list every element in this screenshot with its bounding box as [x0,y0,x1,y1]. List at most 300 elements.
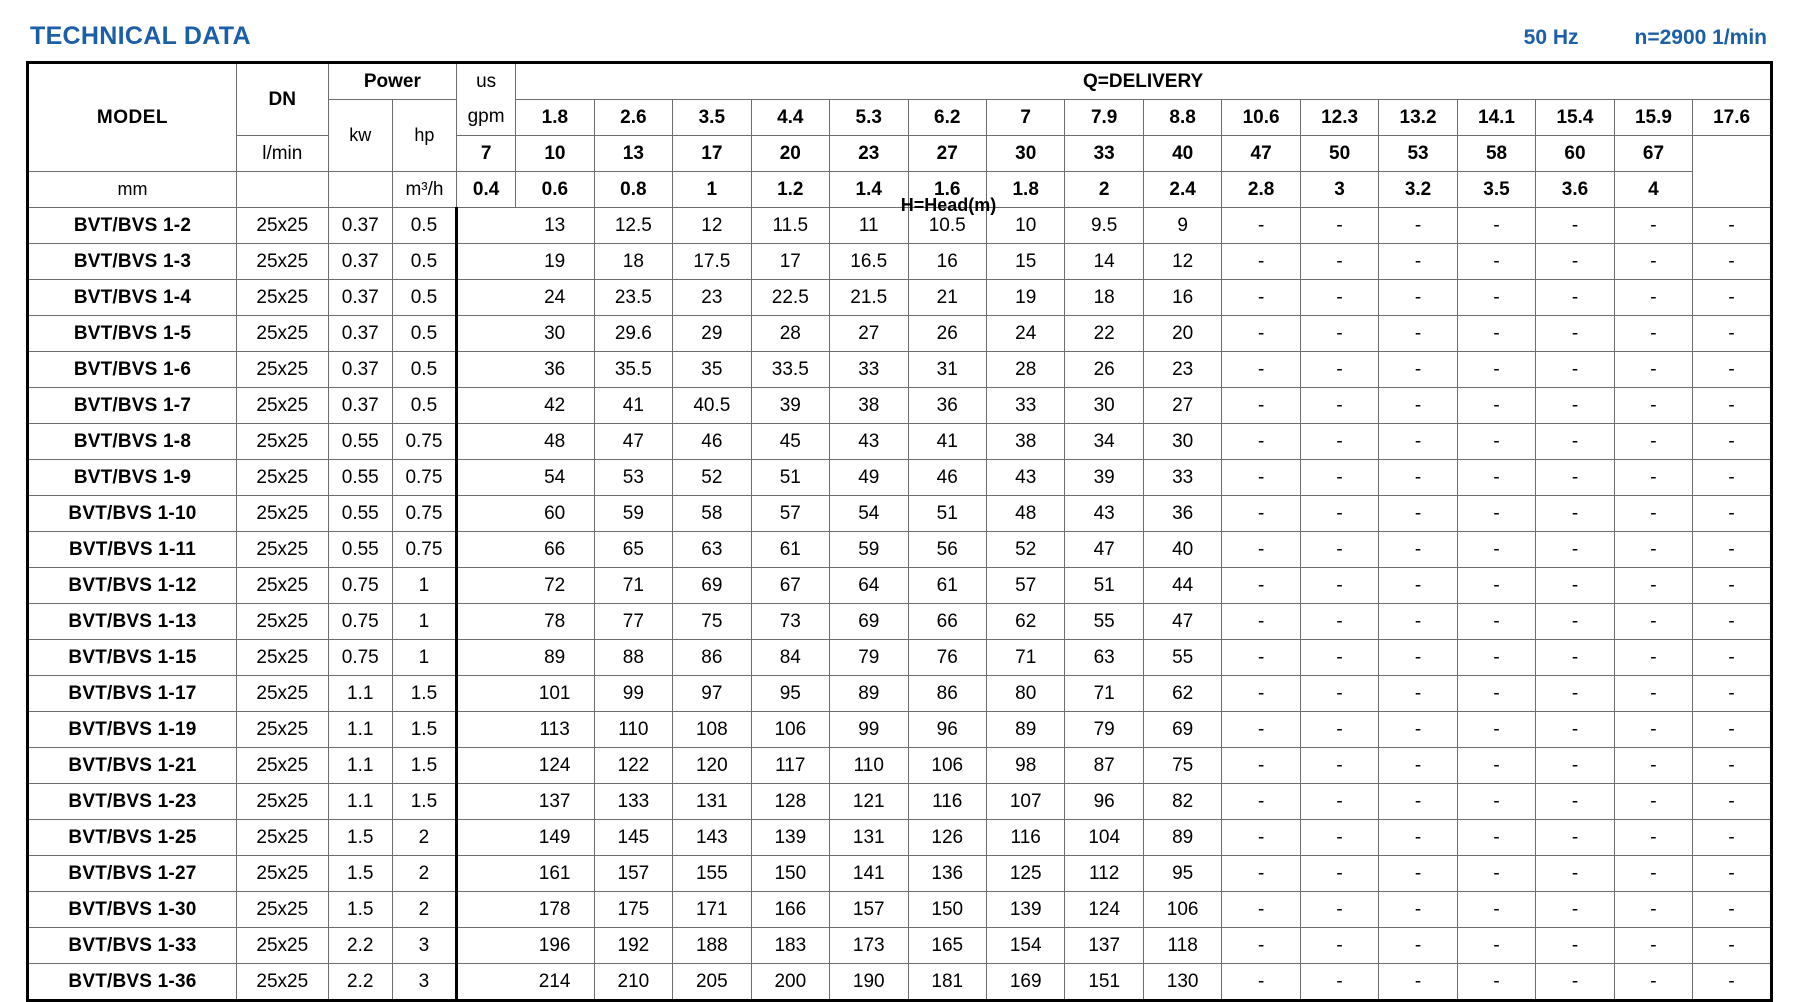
cell-head-8: 27 [1143,388,1221,424]
flow-usgpm-11: 13.2 [1379,100,1457,136]
cell-head-13: - [1536,892,1614,928]
cell-head-4: 99 [830,712,908,748]
cell-head-14: - [1614,208,1692,244]
cell-power-hp: 3 [392,964,456,1001]
flow-lmin-0: 7 [457,136,516,172]
cell-head-5: 136 [908,856,986,892]
cell-head-10: - [1300,676,1378,712]
cell-head-7: 151 [1065,964,1143,1001]
cell-head-9: - [1222,712,1300,748]
cell-head-14: - [1614,496,1692,532]
cell-dn: 25x25 [236,532,328,568]
cell-head-11: - [1379,712,1457,748]
cell-head-2: 29 [673,316,751,352]
flow-m3h-3: 1 [673,172,751,208]
cell-head-14: - [1614,820,1692,856]
flow-m3h-0: 0.4 [457,172,516,208]
cell-head-10: - [1300,352,1378,388]
cell-unit-spacer [457,208,516,244]
header-specs [1524,26,1767,50]
cell-head-9: - [1222,532,1300,568]
cell-head-0: 48 [516,424,594,460]
cell-head-3: 150 [751,856,829,892]
cell-power-hp: 1 [392,640,456,676]
cell-head-0: 54 [516,460,594,496]
flow-m3h-2: 0.8 [594,172,672,208]
cell-head-3: 200 [751,964,829,1001]
cell-head-1: 122 [594,748,672,784]
cell-head-8: 69 [1143,712,1221,748]
flow-usgpm-15: 17.6 [1693,100,1772,136]
table-row [28,928,1772,964]
cell-head-3: 183 [751,928,829,964]
cell-model: BVT/BVS 1-25 [28,820,237,856]
cell-head-2: 205 [673,964,751,1001]
cell-head-6: 24 [986,316,1064,352]
cell-power-hp: 0.5 [392,352,456,388]
cell-head-14: - [1614,640,1692,676]
table-row [28,424,1772,460]
cell-head-11: - [1379,820,1457,856]
cell-dn: 25x25 [236,424,328,460]
cell-head-11: - [1379,460,1457,496]
cell-head-13: - [1536,424,1614,460]
cell-head-0: 78 [516,604,594,640]
cell-head-6: 116 [986,820,1064,856]
cell-head-8: 89 [1143,820,1221,856]
cell-head-2: 171 [673,892,751,928]
cell-head-7: 18 [1065,280,1143,316]
cell-head-1: 77 [594,604,672,640]
cell-head-9: - [1222,820,1300,856]
cell-head-15: - [1693,640,1772,676]
cell-power-kw: 0.37 [328,388,392,424]
cell-head-6: 139 [986,892,1064,928]
cell-head-7: 104 [1065,820,1143,856]
cell-head-13: - [1536,316,1614,352]
cell-unit-spacer [457,496,516,532]
cell-head-11: - [1379,424,1457,460]
cell-head-12: - [1457,460,1535,496]
cell-head-7: 63 [1065,640,1143,676]
cell-head-9: - [1222,856,1300,892]
cell-head-4: 33 [830,352,908,388]
cell-head-8: 75 [1143,748,1221,784]
cell-head-15: - [1693,892,1772,928]
cell-head-0: 101 [516,676,594,712]
cell-head-15: - [1693,568,1772,604]
flow-m3h-11: 3 [1300,172,1378,208]
cell-head-5: 86 [908,676,986,712]
cell-head-11: - [1379,388,1457,424]
cell-head-11: - [1379,928,1457,964]
cell-dn: 25x25 [236,748,328,784]
cell-head-11: - [1379,784,1457,820]
cell-head-8: 47 [1143,604,1221,640]
cell-head-5: 116 [908,784,986,820]
cell-head-1: 35.5 [594,352,672,388]
cell-power-kw: 0.37 [328,280,392,316]
cell-head-8: 130 [1143,964,1221,1001]
cell-head-3: 73 [751,604,829,640]
cell-head-0: 149 [516,820,594,856]
table-body [28,208,1772,1001]
cell-head-2: 155 [673,856,751,892]
cell-head-12: - [1457,604,1535,640]
cell-head-11: - [1379,280,1457,316]
cell-head-10: - [1300,388,1378,424]
cell-unit-spacer [457,280,516,316]
cell-head-13: - [1536,388,1614,424]
cell-head-13: - [1536,604,1614,640]
cell-power-hp: 0.75 [392,496,456,532]
table-row [28,244,1772,280]
cell-model: BVT/BVS 1-9 [28,460,237,496]
cell-head-5: 31 [908,352,986,388]
table-row [28,712,1772,748]
cell-power-kw: 0.37 [328,352,392,388]
cell-dn: 25x25 [236,856,328,892]
page-header [26,22,1773,51]
flow-usgpm-3: 4.4 [751,100,829,136]
table-row [28,604,1772,640]
cell-model: BVT/BVS 1-15 [28,640,237,676]
cell-head-4: 21.5 [830,280,908,316]
cell-head-15: - [1693,820,1772,856]
frequency-label: 50 Hz [1523,26,1579,49]
cell-dn: 25x25 [236,928,328,964]
cell-head-15: - [1693,928,1772,964]
cell-power-hp: 0.5 [392,208,456,244]
cell-dn: 25x25 [236,676,328,712]
unit-usgpm: gpm [457,100,516,136]
cell-unit-spacer [457,640,516,676]
cell-head-15: - [1693,856,1772,892]
cell-head-8: 44 [1143,568,1221,604]
cell-unit-spacer [457,892,516,928]
cell-head-10: - [1300,244,1378,280]
flow-m3h-8: 2 [1065,172,1143,208]
cell-head-14: - [1614,928,1692,964]
cell-head-6: 62 [986,604,1064,640]
cell-power-kw: 1.5 [328,856,392,892]
cell-dn: 25x25 [236,712,328,748]
cell-head-7: 71 [1065,676,1143,712]
cell-head-0: 24 [516,280,594,316]
cell-head-13: - [1536,640,1614,676]
flow-lmin-12: 53 [1379,136,1457,172]
cell-head-11: - [1379,208,1457,244]
col-header-power-hp: hp [392,100,456,172]
table-row [28,820,1772,856]
flow-usgpm-13: 15.4 [1536,100,1614,136]
cell-unit-spacer [457,532,516,568]
cell-unit-spacer [457,712,516,748]
cell-head-11: - [1379,352,1457,388]
cell-head-5: 16 [908,244,986,280]
cell-head-10: - [1300,712,1378,748]
cell-head-1: 192 [594,928,672,964]
cell-head-7: 87 [1065,748,1143,784]
cell-power-kw: 1.1 [328,712,392,748]
cell-unit-spacer [457,604,516,640]
table-row [28,460,1772,496]
cell-head-13: - [1536,244,1614,280]
cell-head-7: 43 [1065,496,1143,532]
cell-head-6: 107 [986,784,1064,820]
cell-head-1: 99 [594,676,672,712]
cell-head-15: - [1693,208,1772,244]
cell-head-4: 121 [830,784,908,820]
cell-head-11: - [1379,604,1457,640]
cell-head-0: 60 [516,496,594,532]
cell-power-hp: 1.5 [392,748,456,784]
cell-head-11: - [1379,244,1457,280]
cell-head-5: 10.5 [908,208,986,244]
cell-power-kw: 0.55 [328,424,392,460]
cell-head-8: 95 [1143,856,1221,892]
cell-power-kw: 1.1 [328,784,392,820]
cell-head-8: 33 [1143,460,1221,496]
cell-power-hp: 1 [392,568,456,604]
cell-head-0: 137 [516,784,594,820]
cell-head-12: - [1457,352,1535,388]
cell-head-13: - [1536,352,1614,388]
cell-model: BVT/BVS 1-30 [28,892,237,928]
cell-head-15: - [1693,316,1772,352]
cell-head-10: - [1300,892,1378,928]
cell-head-13: - [1536,496,1614,532]
flow-usgpm-14: 15.9 [1614,100,1692,136]
cell-model: BVT/BVS 1-8 [28,424,237,460]
flow-usgpm-8: 8.8 [1143,100,1221,136]
cell-head-3: 28 [751,316,829,352]
cell-head-7: 34 [1065,424,1143,460]
cell-dn: 25x25 [236,892,328,928]
cell-head-6: 38 [986,424,1064,460]
cell-head-2: 12 [673,208,751,244]
cell-head-12: - [1457,820,1535,856]
flow-usgpm-10: 12.3 [1300,100,1378,136]
cell-dn: 25x25 [236,820,328,856]
cell-power-kw: 0.37 [328,316,392,352]
cell-head-10: - [1300,460,1378,496]
cell-head-12: - [1457,496,1535,532]
cell-head-2: 143 [673,820,751,856]
cell-head-9: - [1222,964,1300,1001]
cell-head-7: 39 [1065,460,1143,496]
cell-head-10: - [1300,964,1378,1001]
cell-unit-spacer [457,424,516,460]
cell-head-9: - [1222,352,1300,388]
cell-head-1: 53 [594,460,672,496]
cell-power-kw: 0.75 [328,568,392,604]
cell-power-kw: 0.55 [328,496,392,532]
cell-head-9: - [1222,280,1300,316]
cell-head-0: 178 [516,892,594,928]
cell-power-hp: 0.75 [392,424,456,460]
cell-head-6: 19 [986,280,1064,316]
cell-head-6: 10 [986,208,1064,244]
cell-head-12: - [1457,964,1535,1001]
cell-power-hp: 0.5 [392,244,456,280]
cell-head-1: 145 [594,820,672,856]
cell-head-8: 12 [1143,244,1221,280]
cell-head-11: - [1379,856,1457,892]
cell-head-9: - [1222,676,1300,712]
unit-usgpm-top: us [457,63,516,100]
cell-head-2: 69 [673,568,751,604]
cell-dn: 25x25 [236,352,328,388]
flow-m3h-6: 1.6 H=Head(m) [908,172,986,208]
cell-head-5: 181 [908,964,986,1001]
cell-power-kw: 2.2 [328,964,392,1001]
cell-head-3: 17 [751,244,829,280]
cell-model: BVT/BVS 1-21 [28,748,237,784]
cell-head-12: - [1457,316,1535,352]
cell-head-9: - [1222,316,1300,352]
flow-m3h-9: 2.4 [1143,172,1221,208]
table-head [28,63,1772,215]
cell-head-15: - [1693,388,1772,424]
cell-head-3: 61 [751,532,829,568]
cell-head-7: 51 [1065,568,1143,604]
cell-head-6: 71 [986,640,1064,676]
cell-head-11: - [1379,748,1457,784]
cell-head-5: 106 [908,748,986,784]
cell-dn: 25x25 [236,496,328,532]
cell-head-1: 65 [594,532,672,568]
cell-unit-spacer [457,244,516,280]
cell-power-hp: 1.5 [392,712,456,748]
cell-head-8: 23 [1143,352,1221,388]
cell-head-12: - [1457,208,1535,244]
cell-head-5: 61 [908,568,986,604]
cell-model: BVT/BVS 1-7 [28,388,237,424]
cell-head-15: - [1693,352,1772,388]
cell-model: BVT/BVS 1-36 [28,964,237,1001]
cell-head-14: - [1614,316,1692,352]
cell-head-14: - [1614,388,1692,424]
cell-unit-spacer [457,568,516,604]
cell-head-11: - [1379,568,1457,604]
cell-head-5: 150 [908,892,986,928]
cell-head-15: - [1693,604,1772,640]
cell-head-6: 154 [986,928,1064,964]
unit-lmin: l/min [236,136,328,172]
cell-head-0: 42 [516,388,594,424]
cell-head-1: 59 [594,496,672,532]
cell-head-7: 79 [1065,712,1143,748]
table-row [28,280,1772,316]
unit-m3h: m³/h [392,172,456,208]
cell-head-3: 33.5 [751,352,829,388]
cell-head-12: - [1457,532,1535,568]
cell-head-2: 120 [673,748,751,784]
cell-head-3: 139 [751,820,829,856]
cell-head-2: 188 [673,928,751,964]
cell-head-3: 22.5 [751,280,829,316]
flow-m3h-13: 3.5 [1457,172,1535,208]
cell-head-14: - [1614,748,1692,784]
cell-head-11: - [1379,964,1457,1001]
cell-head-13: - [1536,532,1614,568]
flow-usgpm-0: 1.8 [516,100,594,136]
cell-head-4: 38 [830,388,908,424]
cell-head-10: - [1300,496,1378,532]
flow-lmin-4: 20 [751,136,829,172]
cell-head-8: 106 [1143,892,1221,928]
cell-dn: 25x25 [236,460,328,496]
cell-power-hp: 2 [392,820,456,856]
cell-head-15: - [1693,712,1772,748]
cell-head-2: 58 [673,496,751,532]
technical-data-table [26,61,1773,1002]
cell-head-0: 30 [516,316,594,352]
cell-head-12: - [1457,676,1535,712]
cell-head-12: - [1457,244,1535,280]
cell-head-13: - [1536,208,1614,244]
cell-head-14: - [1614,424,1692,460]
cell-head-10: - [1300,604,1378,640]
cell-head-1: 18 [594,244,672,280]
table-row [28,352,1772,388]
cell-head-9: - [1222,208,1300,244]
table-row [28,676,1772,712]
cell-head-0: 66 [516,532,594,568]
table-row [28,640,1772,676]
cell-head-9: - [1222,892,1300,928]
cell-model: BVT/BVS 1-17 [28,676,237,712]
cell-head-14: - [1614,676,1692,712]
cell-head-3: 84 [751,640,829,676]
cell-head-13: - [1536,856,1614,892]
cell-head-9: - [1222,640,1300,676]
cell-head-4: 11 [830,208,908,244]
cell-head-4: 131 [830,820,908,856]
cell-head-0: 13 [516,208,594,244]
cell-head-14: - [1614,784,1692,820]
cell-model: BVT/BVS 1-27 [28,856,237,892]
page-title: TECHNICAL DATA [30,22,251,50]
cell-head-5: 96 [908,712,986,748]
cell-head-14: - [1614,892,1692,928]
cell-head-14: - [1614,568,1692,604]
cell-head-4: 173 [830,928,908,964]
cell-model: BVT/BVS 1-23 [28,784,237,820]
cell-head-1: 210 [594,964,672,1001]
cell-head-13: - [1536,784,1614,820]
cell-dn: 25x25 [236,208,328,244]
cell-power-kw: 0.37 [328,208,392,244]
cell-head-10: - [1300,208,1378,244]
cell-head-15: - [1693,280,1772,316]
cell-head-4: 64 [830,568,908,604]
cell-head-7: 9.5 [1065,208,1143,244]
cell-head-0: 124 [516,748,594,784]
cell-head-4: 190 [830,964,908,1001]
flow-lmin-5: 23 [830,136,908,172]
table-row [28,532,1772,568]
flow-usgpm-5: 6.2 [908,100,986,136]
cell-head-4: 43 [830,424,908,460]
cell-head-6: 43 [986,460,1064,496]
cell-head-6: 15 [986,244,1064,280]
cell-head-6: 169 [986,964,1064,1001]
cell-dn: 25x25 [236,964,328,1001]
cell-head-2: 46 [673,424,751,460]
flow-lmin-2: 13 [594,136,672,172]
